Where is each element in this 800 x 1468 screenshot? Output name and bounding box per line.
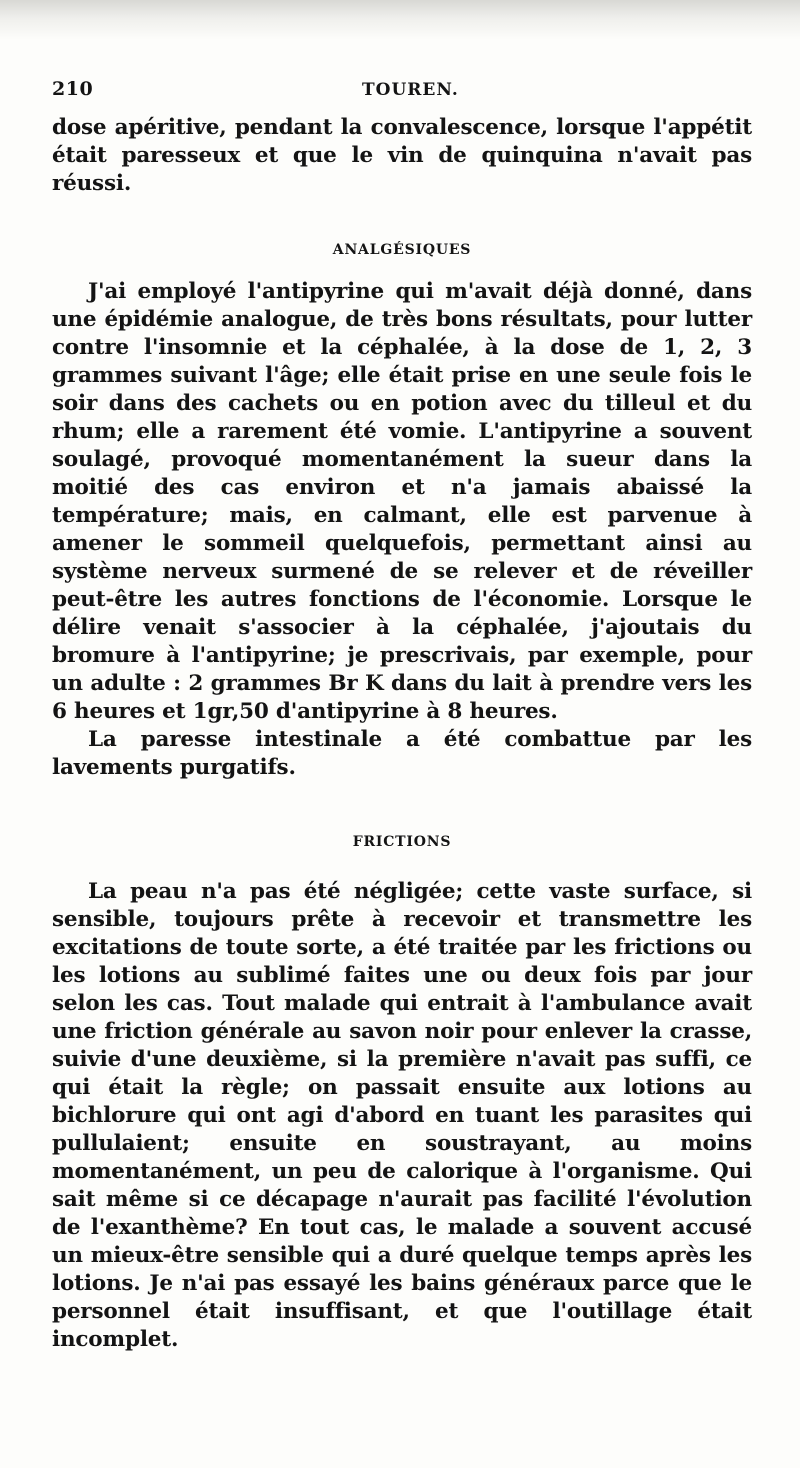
paragraph-intro: dose apéritive, pendant la convalescence, lorsque l'appétit était paresseux et que le vin de quinquina n'avait pas réussi. (52, 115, 752, 196)
paragraph-antipyrine: J'ai employé l'antipyrine qui m'avait déjà donné, dans une épidémie analogue, de très bons résultats, pour lutter contre l'insomnie et la céphalée, à la dose de 1, 2, 3 grammes suivant l'âge; elle était prise en une seule fois le soir dans des cachets ou en potion avec du tilleul et du rhum; elle a rarement été vomie. L'antipyrine a souvent soulagé, provoqué momentanément la sueur dans la moitié des cas environ et n'a jamais abaissé la température; mais, en calmant, elle est parvenue à amener le sommeil quelquefois, permettant ainsi au système nerveux surmené de se relever et de réveiller peut-être les autres fonctions de l'économie. Lorsque le délire venait s'associer à la céphalée, j'ajoutais du bromure à l'antipyrine; je prescrivais, par exemple, pour un adulte : 2 grammes Br K dans du lait à prendre vers les 6 heures et 1gr,50 d'antipyrine à 8 heures. (52, 279, 752, 724)
page-number: 210 (52, 78, 94, 100)
running-head: TOUREN. (362, 80, 459, 100)
page-header (52, 78, 752, 108)
page-body (52, 114, 752, 1354)
paragraph-paresse: La paresse intestinale a été combattue par les lavements purgatifs. (52, 727, 752, 780)
heading-analgesiques: ANALGÉSIQUES (332, 242, 472, 258)
heading-frictions: FRICTIONS (352, 834, 452, 850)
scan-shadow (0, 0, 800, 40)
paragraph-frictions: La peau n'a pas été négligée; cette vaste surface, si sensible, toujours prête à recevoir et transmettre les excitations de toute sorte, a été traitée par les frictions ou les lotions au sublimé faites une ou deux fois par jour selon les cas. Tout malade qui entrait à l'ambulance avait une friction générale au savon noir pour enlever la crasse, suivie d'une deuxième, si la première n'avait pas suffi, ce qui était la règle; on passait ensuite aux lotions au bichlorure qui ont agi d'abord en tuant les parasites qui pullulaient; ensuite en soustrayant, au moins momentanément, un peu de calorique à l'organisme. Qui sait même si ce décapage n'aurait pas facilité l'évolution de l'exanthème? En tout cas, le malade a souvent accusé un mieux-être sensible qui a duré quelque temps après les lotions. Je n'ai pas essayé les bains généraux parce que le personnel était insuffisant, et que l'outillage était incomplet. (52, 879, 752, 1352)
